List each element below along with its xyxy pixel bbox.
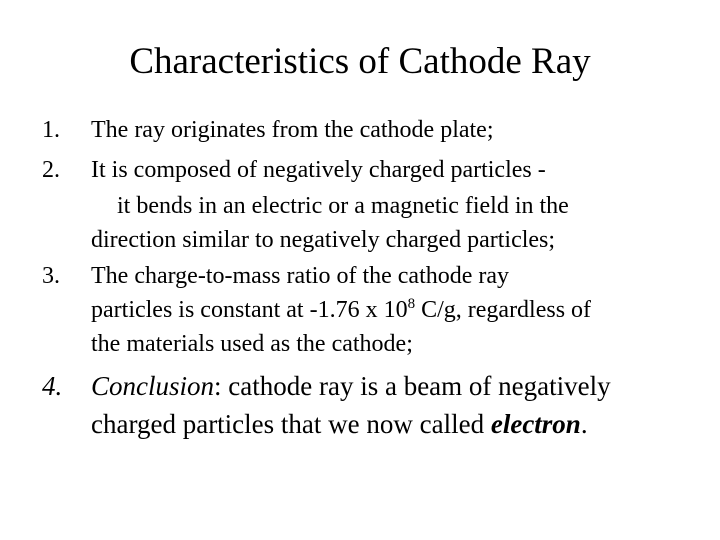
exponent: 8 (407, 296, 416, 312)
slide-title: Characteristics of Cathode Ray (129, 41, 591, 82)
item-text-line (91, 295, 591, 325)
item-text-line (91, 368, 611, 404)
item-text-segment: cathode ray is a beam of negatively (221, 371, 611, 401)
conclusion-label: Conclusion (91, 371, 215, 401)
item-text-segment: charged particles that we now called (91, 409, 491, 439)
item-text-line: the materials used as the cathode; (91, 331, 413, 357)
item-text-line (91, 406, 588, 442)
electron-term: electron (490, 409, 581, 439)
item-number: 3. (42, 263, 60, 289)
item-text-line: it bends in an electric or a magnetic field in the (117, 193, 569, 219)
item-number: 1. (42, 117, 60, 143)
item-text-line: It is composed of negatively charged particles - (91, 157, 546, 183)
item-text-segment: . (580, 409, 588, 439)
item-text-line: The ray originates from the cathode plate; (91, 117, 494, 143)
item-text-line: The charge-to-mass ratio of the cathode ray (91, 263, 510, 289)
item-text-line: direction similar to negatively charged particles; (91, 227, 556, 253)
conclusion-colon: : (214, 371, 222, 401)
item-text-segment: C/g, regardless of (415, 297, 592, 323)
item-number: 2. (42, 157, 60, 183)
item-number: 4. (42, 371, 63, 401)
item-text-segment: particles is constant at -1.76 x 10 (91, 297, 408, 323)
